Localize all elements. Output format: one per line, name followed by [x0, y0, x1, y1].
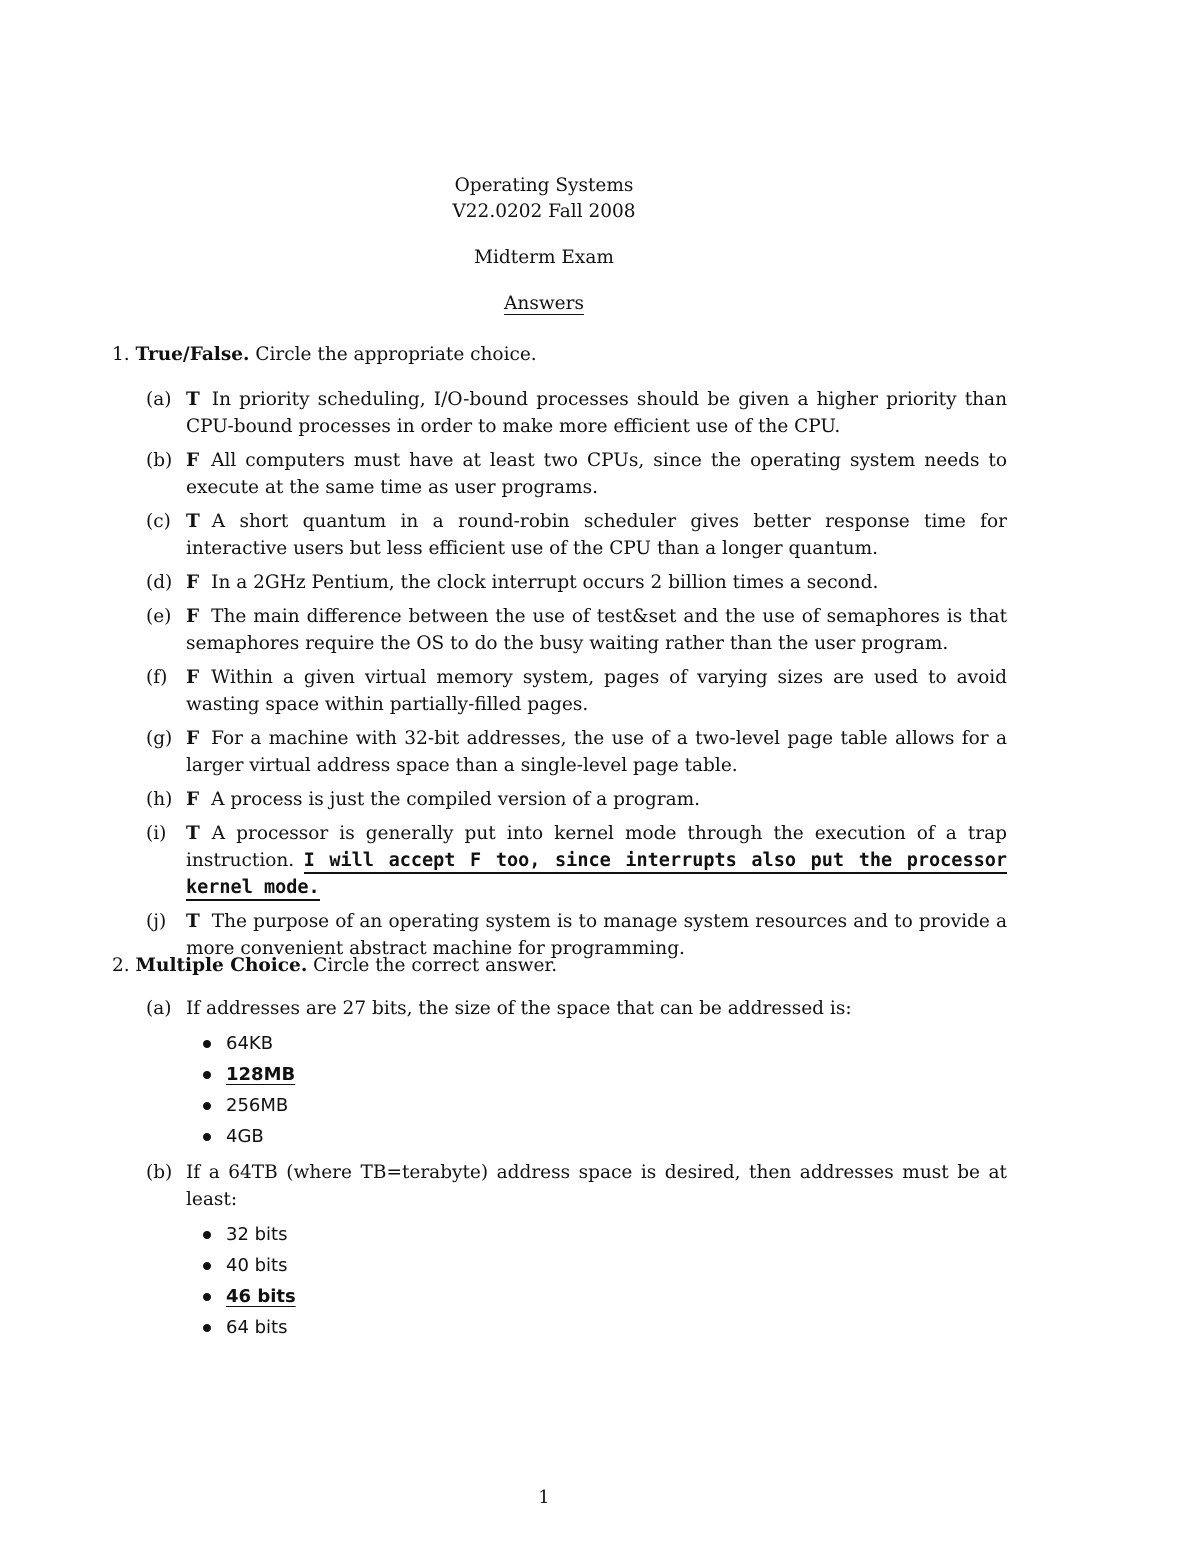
exam-header [0, 173, 1144, 317]
tf-item-h [112, 786, 1007, 813]
option: 256MB [186, 1090, 1007, 1121]
item-text: The purpose of an operating system is to manage system resources and to provide a more convenient abstract machine for programming. [186, 911, 1007, 959]
options-list [186, 1219, 1007, 1343]
mc-part-b [112, 1159, 1007, 1343]
item-label: (a) [146, 389, 172, 410]
option-correct: 46 bits [186, 1281, 1007, 1312]
item-answer: T [186, 911, 200, 932]
tf-item-f [112, 664, 1007, 718]
item-label: (j) [146, 911, 167, 932]
bullet-icon [203, 1102, 211, 1110]
mc-parts [112, 995, 1007, 1343]
option: 64KB [186, 1028, 1007, 1059]
bullet-icon [203, 1231, 211, 1239]
item-text: All computers must have at least two CPUs, since the operating system needs to execute at the same time as user programs. [186, 450, 1007, 498]
bullet-icon [203, 1262, 211, 1270]
item-label: (f) [146, 667, 168, 688]
item-answer: F [186, 606, 200, 627]
part-label: (b) [146, 1162, 173, 1183]
bullet-icon [203, 1040, 211, 1048]
tf-item-e [112, 603, 1007, 657]
options-list [186, 1028, 1007, 1152]
course-title: Operating Systems [454, 175, 634, 196]
tf-item-g [112, 725, 1007, 779]
bullet-icon [203, 1324, 211, 1332]
item-label: (i) [146, 823, 167, 844]
item-text: A process is just the compiled version of a program. [211, 789, 701, 810]
part-label: (a) [146, 998, 172, 1019]
item-answer: T [186, 511, 200, 532]
item-label: (c) [146, 511, 171, 532]
item-answer: F [186, 728, 200, 749]
question-type: True/False. [135, 344, 250, 365]
tf-items [112, 386, 1007, 962]
page-number: 1 [538, 1487, 550, 1508]
exam-title: Midterm Exam [474, 247, 614, 268]
grading-note: I will accept F too, since interrupts also put the processor kernel mode. [186, 850, 1007, 901]
question-instruction: Circle the correct answer. [313, 955, 558, 976]
tf-item-d [112, 569, 1007, 596]
course-code: V22.0202 Fall 2008 [452, 201, 636, 222]
tf-item-c [112, 508, 1007, 562]
item-text: A processor is generally put into kernel mode through the execution of a trap instruction. [186, 823, 1007, 871]
answers-heading: Answers [504, 293, 584, 314]
option: 4GB [186, 1121, 1007, 1152]
bullet-icon [203, 1293, 211, 1301]
item-answer: T [186, 823, 200, 844]
item-label: (h) [146, 789, 173, 810]
question-2 [112, 952, 1007, 1350]
question-number: 2. [112, 955, 130, 976]
part-text: If a 64TB (where TB=terabyte) address space is desired, then addresses must be at least: [186, 1162, 1007, 1210]
option-correct: 128MB [186, 1059, 1007, 1090]
item-answer: F [186, 789, 200, 810]
item-text: Within a given virtual memory system, pages of varying sizes are used to avoid wasting space within partially-filled pages. [186, 667, 1007, 715]
option: 64 bits [186, 1312, 1007, 1343]
question-1-title [112, 341, 1007, 368]
question-type: Multiple Choice. [135, 955, 308, 976]
tf-item-i [112, 820, 1007, 901]
item-text: In a 2GHz Pentium, the clock interrupt occurs 2 billion times a second. [211, 572, 879, 593]
bullet-icon [203, 1133, 211, 1141]
item-text: For a machine with 32-bit addresses, the use of a two-level page table allows for a larger virtual address space than a single-level page table. [186, 728, 1007, 776]
question-1 [112, 341, 1007, 969]
option: 32 bits [186, 1219, 1007, 1250]
bullet-icon [203, 1071, 211, 1079]
item-label: (d) [146, 572, 173, 593]
mc-part-a [112, 995, 1007, 1152]
item-label: (g) [146, 728, 173, 749]
item-text: A short quantum in a round-robin scheduler gives better response time for interactive users but less efficient use of the CPU than a longer quantum. [186, 511, 1007, 559]
part-text: If addresses are 27 bits, the size of the space that can be addressed is: [186, 998, 852, 1019]
item-label: (b) [146, 450, 173, 471]
item-text: The main difference between the use of test&set and the use of semaphores is that semaphores require the OS to do the busy waiting rather than the user program. [186, 606, 1007, 654]
tf-item-b [112, 447, 1007, 501]
tf-item-a [112, 386, 1007, 440]
item-text: In priority scheduling, I/O-bound processes should be given a higher priority than CPU-bound processes in order to make more efficient use of the CPU. [186, 389, 1007, 437]
question-instruction: Circle the appropriate choice. [255, 344, 537, 365]
question-2-title [112, 952, 1007, 979]
item-answer: F [186, 667, 200, 688]
question-number: 1. [112, 344, 130, 365]
item-answer: F [186, 572, 200, 593]
item-label: (e) [146, 606, 172, 627]
option: 40 bits [186, 1250, 1007, 1281]
item-answer: T [186, 389, 200, 410]
item-answer: F [186, 450, 200, 471]
